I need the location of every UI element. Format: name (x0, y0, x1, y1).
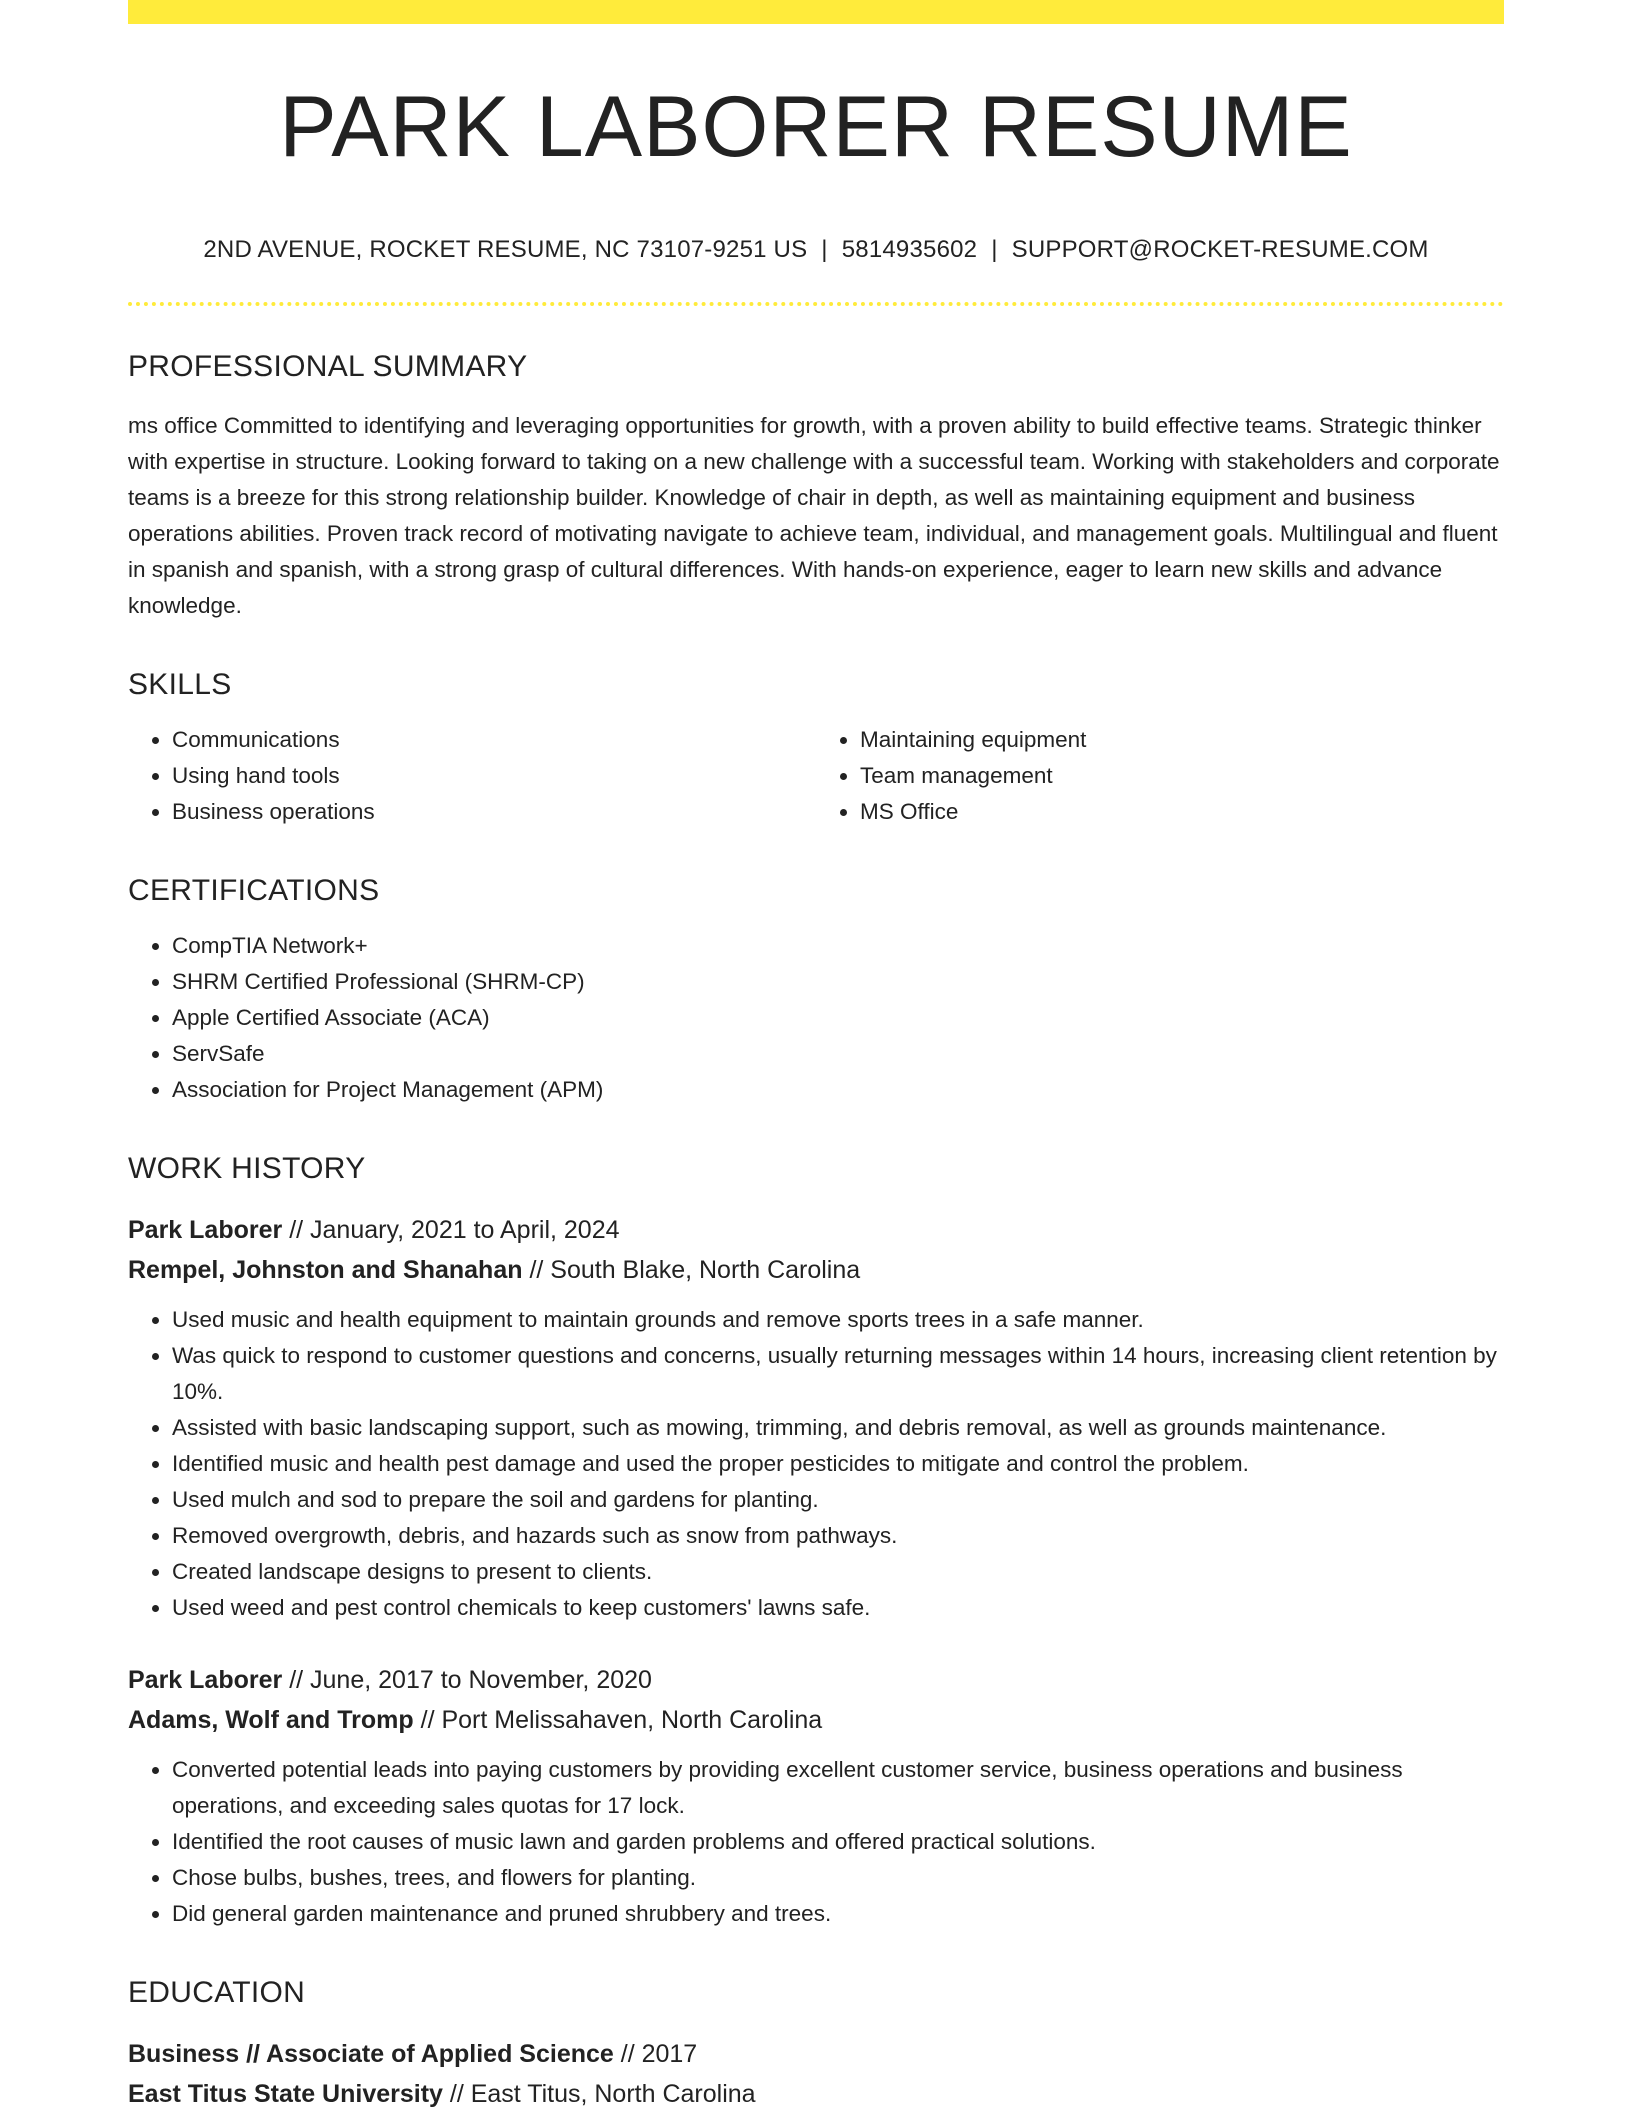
job-company: Rempel, Johnston and Shanahan (128, 1256, 523, 1284)
skill-item: • MS Office (860, 794, 1504, 830)
summary-heading: PROFESSIONAL SUMMARY (128, 350, 528, 383)
job-title: Park Laborer (128, 1216, 283, 1244)
job-bullet: • Identified the root causes of music lawn and garden problems and offered practical solutions. (172, 1824, 1504, 1860)
skill-item: • Business operations (172, 794, 816, 830)
education-degree-line (128, 2034, 1504, 2074)
certification-item: • ServSafe (172, 1036, 1504, 1072)
education-school-line (128, 2074, 1504, 2114)
skill-item: • Using hand tools (172, 758, 816, 794)
job-bullet: • Used music and health equipment to maintain grounds and remove sports trees in a safe manner. (172, 1302, 1504, 1338)
job-bullet: • Converted potential leads into paying customers by providing excellent customer service, business operations and business operations, and exceeding sales quotas for 17 lock. (172, 1752, 1504, 1824)
job-entry (128, 1660, 1504, 1932)
education-entry (128, 2034, 1504, 2114)
job-bullet: • Assisted with basic landscaping support, such as mowing, trimming, and debris removal, as well as grounds maintenance. (172, 1410, 1504, 1446)
job-title: Park Laborer (128, 1666, 283, 1694)
job-bullet: • Created landscape designs to present to clients. (172, 1554, 1504, 1590)
job-company-line (128, 1700, 1504, 1740)
work-history-heading: WORK HISTORY (128, 1152, 366, 1185)
resume-page (128, 0, 1504, 2114)
job-bullet: • Used mulch and sod to prepare the soil and gardens for planting. (172, 1482, 1504, 1518)
education-school: East Titus State University (128, 2080, 443, 2108)
summary-text: ms office Committed to identifying and leveraging opportunities for growth, with a proven ability to build effective teams. Strategic thinker with expertise in structure. Looking forward to taking on a new challenge with a successful team. Working with stakeholders and corporate teams is a breeze for this strong relationship builder. Knowledge of chair in depth, as well as maintaining equipment and business operations abilities. Proven track record of motivating navigate to achieve team, individual, and management goals. Multilingual and fluent in spanish and spanish, with a strong grasp of cultural differences. With hands-on experience, eager to learn new skills and advance knowledge. (128, 413, 1500, 618)
contact-line (128, 238, 1504, 262)
accent-bar (128, 0, 1504, 24)
job-bullet: • Chose bulbs, bushes, trees, and flowers for planting. (172, 1860, 1504, 1896)
skills-heading: SKILLS (128, 668, 232, 701)
certification-item: • CompTIA Network+ (172, 928, 1504, 964)
job-title-line (128, 1210, 1504, 1250)
job-entry (128, 1210, 1504, 1626)
certification-item: • SHRM Certified Professional (SHRM-CP) (172, 964, 1504, 1000)
certifications-heading: CERTIFICATIONS (128, 874, 380, 907)
job-bullet: • Used weed and pest control chemicals to keep customers' lawns safe. (172, 1590, 1504, 1626)
certification-item: • Association for Project Management (APM) (172, 1072, 1504, 1108)
contact-separator: | (991, 236, 998, 263)
skills-list-left (128, 722, 816, 830)
certifications-list (128, 928, 1504, 1108)
job-bullet: • Was quick to respond to customer questions and concerns, usually returning messages within 14 hours, increasing client retention by 10%. (172, 1338, 1504, 1410)
job-bullets (128, 1752, 1504, 1932)
resume-title: PARK LABORER RESUME (279, 79, 1353, 175)
education-heading: EDUCATION (128, 1976, 306, 2009)
job-location: // South Blake, North Carolina (522, 1256, 861, 1284)
job-bullets (128, 1302, 1504, 1626)
skills-columns (128, 700, 1504, 830)
skill-item: • Maintaining equipment (860, 722, 1504, 758)
job-bullet: • Removed overgrowth, debris, and hazards such as snow from pathways. (172, 1518, 1504, 1554)
education-degree: Business // Associate of Applied Science (128, 2040, 614, 2068)
job-dates: // June, 2017 to November, 2020 (282, 1666, 652, 1694)
dotted-divider (128, 302, 1504, 306)
job-bullet: • Did general garden maintenance and pruned shrubbery and trees. (172, 1896, 1504, 1932)
contact-address: 2ND AVENUE, ROCKET RESUME, NC 73107-9251 US (203, 236, 808, 263)
job-bullet: • Identified music and health pest damage and used the proper pesticides to mitigate and control the problem. (172, 1446, 1504, 1482)
education-location: // East Titus, North Carolina (442, 2080, 756, 2108)
contact-phone: 5814935602 (841, 236, 978, 263)
contact-email: SUPPORT@ROCKET-RESUME.COM (1011, 236, 1429, 263)
contact-separator: | (821, 236, 828, 263)
job-title-line (128, 1660, 1504, 1700)
skill-item: • Communications (172, 722, 816, 758)
skill-item: • Team management (860, 758, 1504, 794)
job-company: Adams, Wolf and Tromp (128, 1706, 414, 1734)
job-company-line (128, 1250, 1504, 1290)
certification-item: • Apple Certified Associate (ACA) (172, 1000, 1504, 1036)
job-location: // Port Melissahaven, North Carolina (413, 1706, 823, 1734)
job-dates: // January, 2021 to April, 2024 (282, 1216, 620, 1244)
skills-list-right (816, 722, 1504, 830)
education-year: // 2017 (613, 2040, 698, 2068)
